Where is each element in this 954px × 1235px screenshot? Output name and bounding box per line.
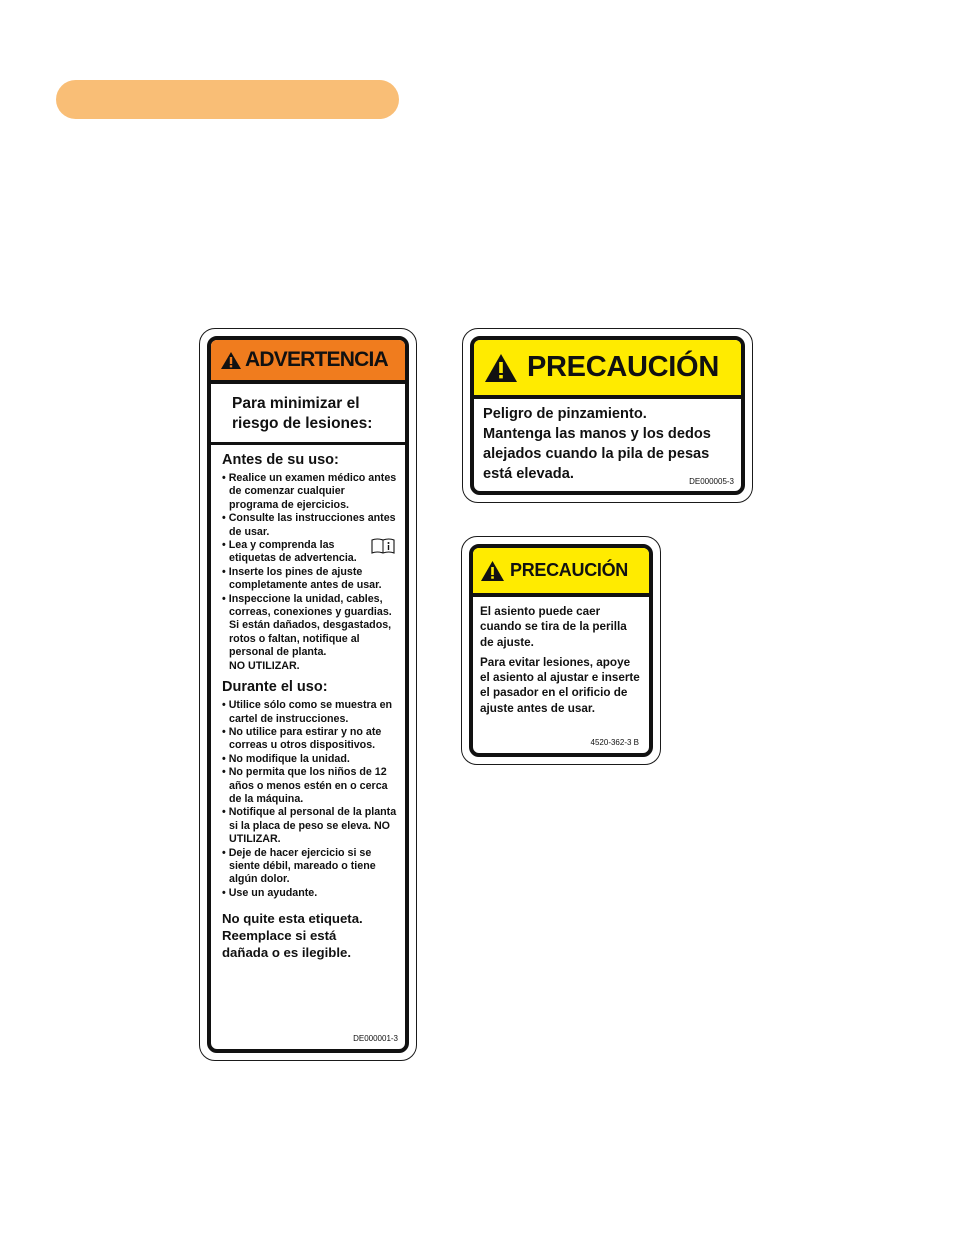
precaucion-title: PRECAUCIÓN bbox=[527, 351, 719, 383]
list-item: • Deje de hacer ejercicio si se siente débil, mareado o tiene algún dolor. bbox=[222, 847, 397, 887]
advertencia-header bbox=[211, 340, 405, 384]
list-item: • No modifique la unidad. bbox=[222, 753, 397, 766]
during-use-heading: Durante el uso: bbox=[222, 679, 328, 696]
before-use-heading: Antes de su uso: bbox=[222, 452, 339, 468]
list-item-text: Lea y comprenda las etiquetas de advertencia. bbox=[228, 539, 357, 565]
precaucion-pinch-label bbox=[462, 328, 753, 503]
label-removal-notice bbox=[222, 910, 397, 961]
pinch-hazard-line: Peligro de pinzamiento. bbox=[483, 406, 647, 422]
list-item: • Inspeccione la unidad, cables, correas, conexiones y guardias. Si están dañados, desgastados, rotos o faltan, notifique al personal de planta. bbox=[222, 593, 397, 660]
list-item: • Use un ayudante. bbox=[222, 887, 397, 900]
precaucion-seat-label bbox=[461, 536, 661, 765]
section-header-pill bbox=[56, 80, 399, 119]
list-item: • Realice un examen médico antes de comenzar cualquier programa de ejercicios. bbox=[222, 472, 397, 512]
precaucion-header bbox=[473, 548, 649, 597]
precaucion-body bbox=[473, 597, 649, 716]
precaucion-header bbox=[474, 340, 741, 399]
list-item: • Inserte los pines de ajuste completamente antes de usar. bbox=[222, 566, 397, 593]
before-use-list bbox=[222, 472, 397, 660]
warning-triangle-icon bbox=[480, 560, 505, 582]
list-item: • No permita que los niños de 12 años o menos estén en o cerca de la máquina. bbox=[222, 766, 397, 806]
advertencia-label bbox=[199, 328, 417, 1061]
warning-triangle-icon bbox=[484, 353, 518, 383]
list-item: • Utilice sólo como se muestra en cartel de instrucciones. bbox=[222, 699, 397, 726]
advertencia-subtitle bbox=[211, 384, 405, 445]
advertencia-body bbox=[211, 445, 405, 961]
during-use-list bbox=[222, 699, 397, 900]
no-use-text: NO UTILIZAR. bbox=[229, 659, 300, 672]
subtitle-line: Para minimizar el bbox=[232, 395, 360, 412]
seat-hazard-text: El asiento puede caer cuando se tira de la perilla de ajuste. bbox=[480, 605, 627, 649]
warning-triangle-icon bbox=[220, 351, 242, 370]
seat-instruction-text: Para evitar lesiones, apoye el asiento al ajustar e inserte el pasador en el orificio de ajuste antes de usar. bbox=[480, 655, 640, 715]
notice-line: dañada o es ilegible. bbox=[222, 945, 351, 961]
precaucion-title: PRECAUCIÓN bbox=[510, 560, 629, 580]
list-item: • Consulte las instrucciones antes de usar. bbox=[222, 512, 397, 539]
notice-line: No quite esta etiqueta. bbox=[222, 911, 363, 927]
list-item: • No utilice para estirar y no ate correas u otros dispositivos. bbox=[222, 726, 397, 753]
book-info-icon bbox=[371, 538, 395, 554]
subtitle-line: riesgo de lesiones: bbox=[232, 415, 373, 432]
instruction-line: Mantenga las manos y los dedos bbox=[483, 426, 711, 442]
label-code: DE000001-3 bbox=[353, 1034, 398, 1043]
advertencia-title: ADVERTENCIA bbox=[245, 348, 388, 371]
instruction-line: está elevada. bbox=[483, 466, 574, 482]
label-code: 4520-362-3 B bbox=[590, 738, 639, 747]
label-code: DE000005-3 bbox=[689, 477, 734, 486]
precaucion-body bbox=[474, 399, 741, 484]
instruction-line: alejados cuando la pila de pesas bbox=[483, 446, 710, 462]
notice-line: Reemplace si está bbox=[222, 928, 337, 944]
list-item bbox=[222, 539, 397, 566]
list-item: • Notifique al personal de la planta si la placa de peso se eleva. NO UTILIZAR. bbox=[222, 806, 397, 846]
